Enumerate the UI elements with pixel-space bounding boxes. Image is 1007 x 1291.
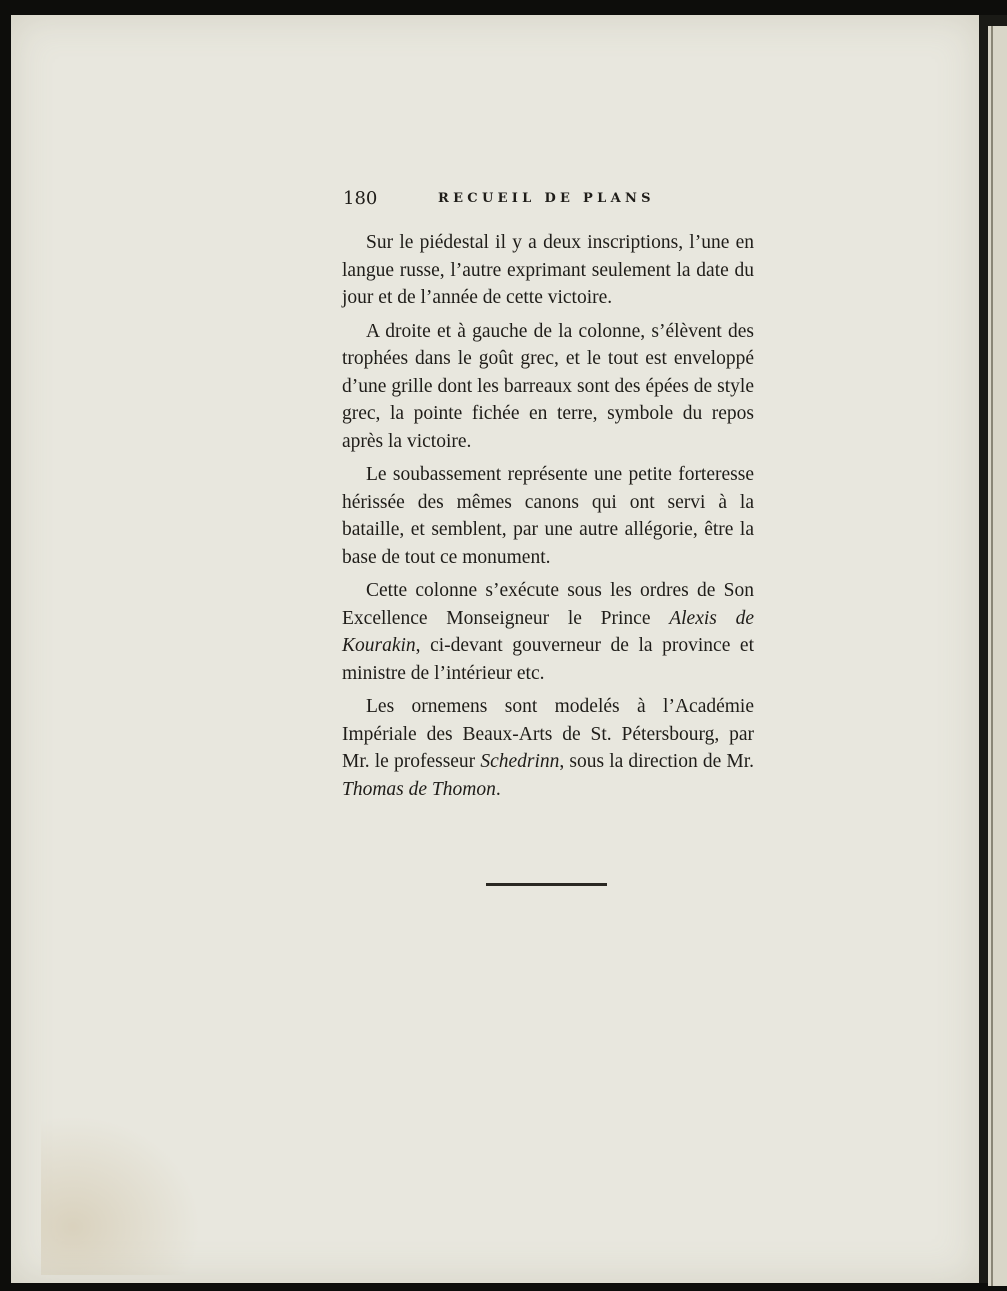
running-title: RECUEIL DE PLANS: [438, 191, 655, 206]
paragraph-4-before: Cette colonne s’exécute sous les ordres de Son Excellence Monseigneur le Prince: [342, 580, 754, 629]
page-number: 180: [343, 188, 378, 209]
paragraph-1: Sur le piédestal il y a deux inscriptions, l’une en langue russe, l’autre exprimant seulement la date du jour et de l’année de cette victoire.: [342, 232, 754, 308]
paragraph-3: Le soubassement représente une petite forteresse hérissée des mêmes canons qui ont servi à la bataille, et semblent, par une autre allégorie, être la base de tout ce monument.: [342, 464, 754, 568]
person-name-thomon: Thomas de Thomon: [342, 778, 496, 800]
person-name-kourakin: Alexis de Kourakin: [342, 607, 754, 656]
page-header: [343, 188, 755, 212]
body-text: [342, 229, 754, 809]
paragraph-4-after: , ci-devant gouverneur de la province et ministre de l’intérieur etc.: [342, 635, 754, 684]
paragraph-5-end: .: [495, 778, 501, 800]
end-rule: [486, 883, 607, 886]
paragraph-4: [342, 577, 754, 687]
paragraph-2: A droite et à gauche de la colonne, s’élèvent des trophées dans le goût grec, et le tout est enveloppé d’une grille dont les barreaux sont des épées de style grec, la pointe fichée en terre, symbole du repos après la victoire.: [342, 320, 754, 452]
person-name-schedrinn: Schedrinn: [480, 751, 560, 772]
paragraph-5-middle: , sous la direction de Mr.: [559, 751, 754, 772]
page-edges: [988, 26, 1007, 1286]
paragraph-5-before: Les ornemens sont modelés à l’Académie Impériale des Beaux-Arts de St. Pétersbourg, par Mr. le professeur: [342, 696, 754, 772]
paragraph-5: [342, 693, 754, 803]
page-stain: [41, 1115, 201, 1275]
